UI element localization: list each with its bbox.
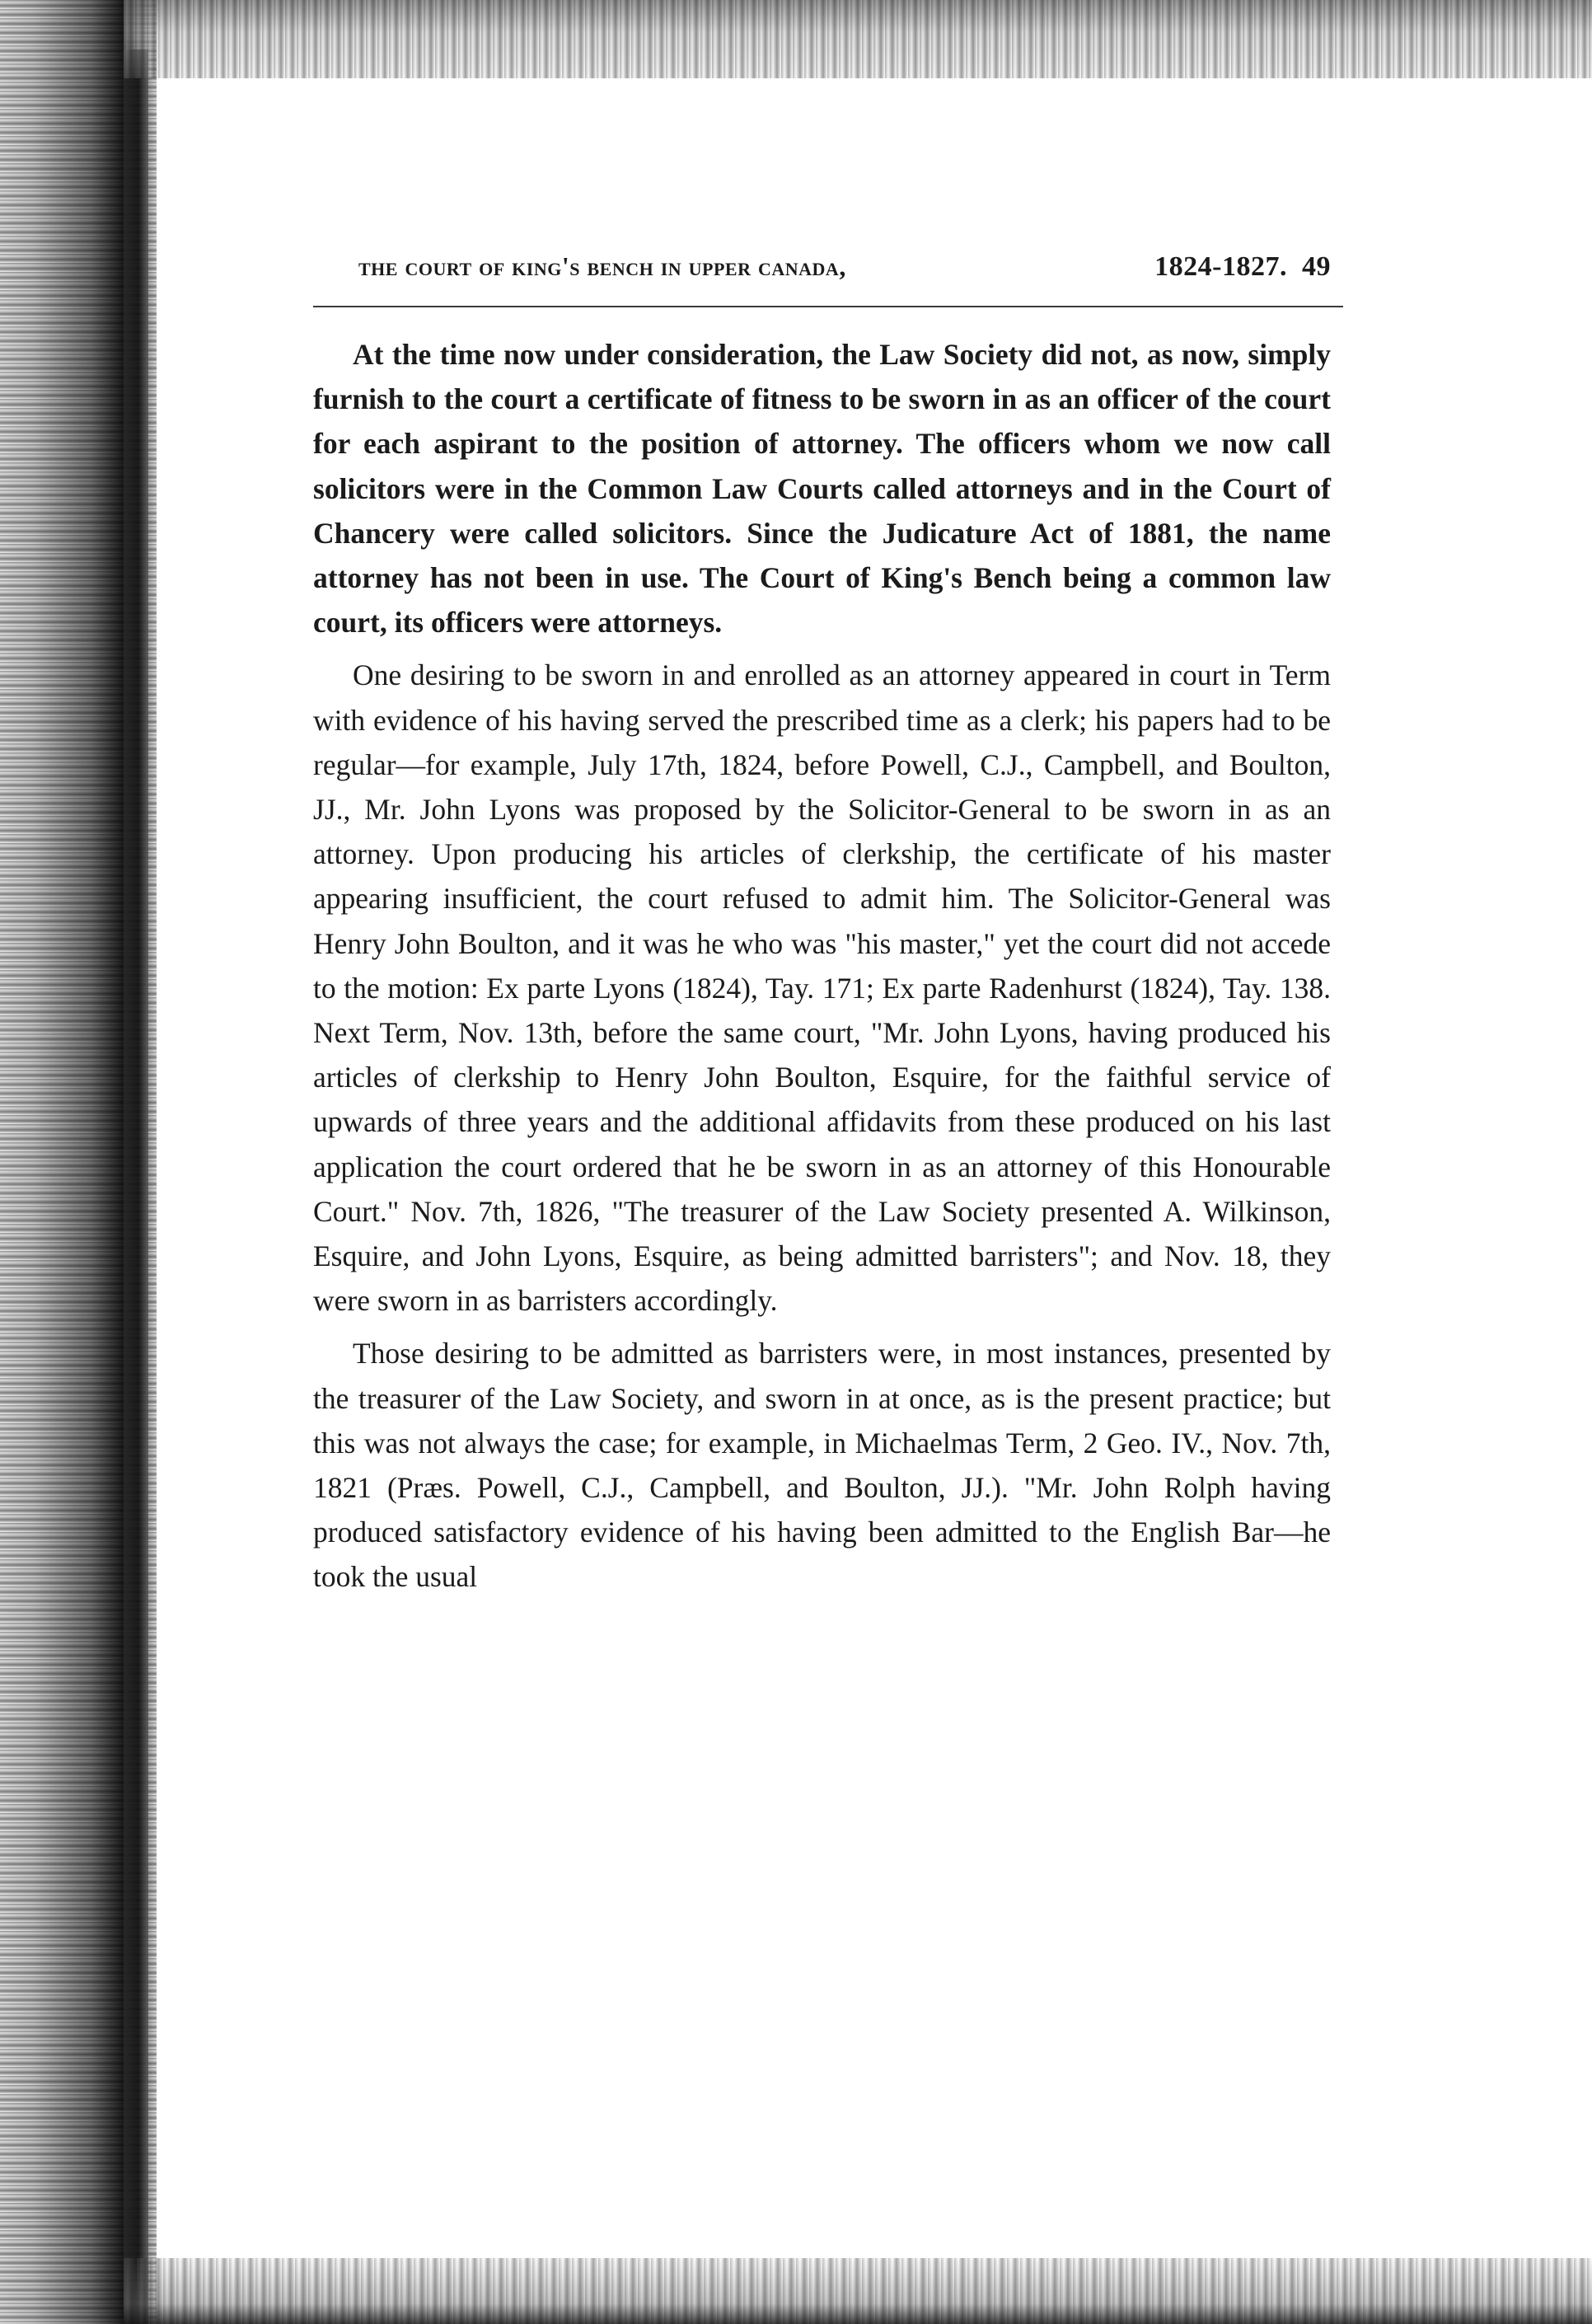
paragraph: Those desiring to be admitted as barristers were, in most instances, presented by the treasurer of the Law Society, and sworn in at once, as is the present practice; but this was not always the case; for example, in Michaelmas Term, 2 Geo. IV., Nov. 7th, 1821 (Præs. Powell, C.J., Campbell, and Boulton, JJ.). "Mr. John Rolph having produced satisfactory evidence of his having been admitted to the English Bar—he took the usual — [313, 1337, 1331, 1594]
scan-border-top — [124, 0, 1592, 78]
body-text — [313, 332, 1331, 1600]
running-header-right — [1154, 251, 1331, 283]
paragraph: One desiring to be sworn in and enrolled as an attorney appeared in court in Term with evidence of his having served the prescribed time as a clerk; his papers had to be regular—for example, July 17th, 1824, before Powell, C.J., Campbell, and Boulton, JJ., Mr. John Lyons was proposed by the Solicitor-General to be sworn in as an attorney. Upon producing his articles of clerkship, the certificate of his master appearing insufficient, the court refused to admit him. The Solicitor-General was Henry John Boulton, and it was he who was "his master," yet the court did not accede to the motion: Ex parte Lyons (1824), Tay. 171; Ex parte Radenhurst (1824), Tay. 138. Next Term, Nov. 13th, before the same court, "Mr. John Lyons, having produced his articles of clerkship to Henry John Boulton, Esquire, for the faithful service of upwards of three years and the additional affidavits from these produced on his last application the court ordered that he be sworn in as an attorney of this Honourable Court." Nov. 7th, 1826, "The treasurer of the Law Society presented A. Wilkinson, Esquire, and John Lyons, Esquire, as being admitted barristers"; and Nov. 18, they were sworn in as barristers accordingly. — [313, 658, 1331, 1318]
paragraph: At the time now under consideration, the Law Society did not, as now, simply furnish to the court a certificate of fitness to be sworn in as an officer of the court for each aspirant to the position of attorney. The officers whom we now call solicitors were in the Common Law Courts called attorneys and in the Court of Chancery were called solicitors. Since the Judicature Act of 1881, the name attorney has not been in use. The Court of King's Bench being a common law court, its officers were attorneys. — [313, 338, 1331, 640]
book-spine-shadow — [124, 49, 148, 2324]
running-header-title: the court of king's bench in upper canada, — [358, 251, 846, 281]
running-header-years: 1824-1827. — [1154, 251, 1287, 282]
header-rule — [313, 306, 1343, 307]
scan-border-bottom — [124, 2258, 1592, 2324]
book-page — [313, 251, 1331, 1600]
running-header — [313, 251, 1331, 301]
page-number: 49 — [1302, 251, 1331, 282]
